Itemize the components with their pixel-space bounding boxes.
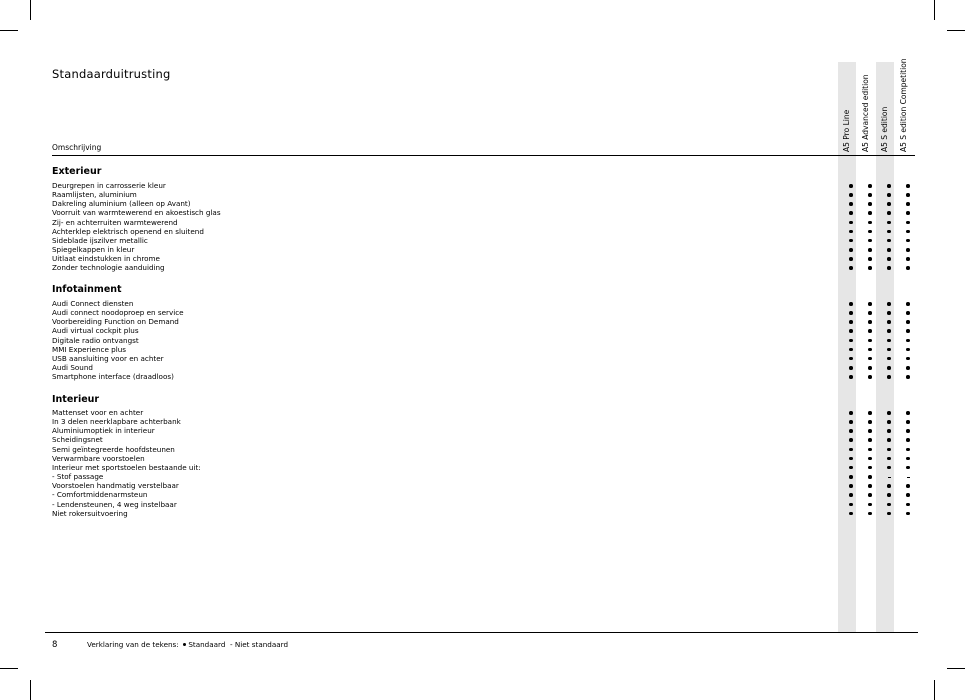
row-label: Audi connect noodoproep en service xyxy=(52,308,184,318)
row-label: - Stof passage xyxy=(52,472,104,482)
standard-dot-icon xyxy=(842,218,860,225)
row-label: Scheidingsnet xyxy=(52,435,103,445)
standard-dot-icon xyxy=(899,445,917,452)
standard-dot-icon xyxy=(861,254,879,261)
standard-dot-icon xyxy=(861,463,879,470)
standard-dot-icon xyxy=(861,435,879,442)
standard-dot-icon xyxy=(880,181,898,188)
standard-dot-icon xyxy=(842,208,860,215)
standard-dot-icon xyxy=(861,181,879,188)
standard-dot-icon xyxy=(861,326,879,333)
row-label: Interieur met sportstoelen bestaande uit: xyxy=(52,462,201,472)
crop-mark xyxy=(947,668,965,669)
standard-dot-icon xyxy=(899,236,917,243)
standard-dot-icon xyxy=(880,363,898,370)
standard-dot-icon xyxy=(842,445,860,452)
standard-dot-icon xyxy=(842,299,860,306)
standard-dot-icon xyxy=(861,208,879,215)
standard-dot-icon xyxy=(899,190,917,197)
row-label: Deurgrepen in carrosserie kleur xyxy=(52,181,166,190)
column-header-s-edition-competition xyxy=(895,58,913,152)
standard-dot-icon xyxy=(880,490,898,497)
crop-mark xyxy=(947,30,965,31)
standard-dot-icon xyxy=(842,263,860,270)
row-label: Achterklep elektrisch openend en sluitend xyxy=(52,226,204,236)
standard-dot-icon xyxy=(842,227,860,234)
section-title: Exterieur xyxy=(52,166,102,177)
not-standard-dash-icon xyxy=(880,472,898,478)
standard-dot-icon xyxy=(899,218,917,225)
standard-dot-icon xyxy=(880,326,898,333)
standard-dot-icon xyxy=(861,345,879,352)
footer-divider xyxy=(45,632,918,633)
row-label: - Comfortmiddenarmsteun xyxy=(52,490,148,500)
standard-dot-icon xyxy=(842,481,860,488)
row-label: Audi Connect diensten xyxy=(52,299,134,308)
table-row xyxy=(52,500,912,509)
standard-dot-icon xyxy=(899,490,917,497)
table-row xyxy=(52,445,912,454)
standard-dot-icon xyxy=(880,245,898,252)
standard-dot-icon xyxy=(842,345,860,352)
row-label: Verwarmbare voorstoelen xyxy=(52,453,145,463)
page-title: Standaarduitrusting xyxy=(52,67,171,81)
row-label: Smartphone interface (draadloos) xyxy=(52,372,174,382)
standard-dot-icon xyxy=(880,236,898,243)
table-row xyxy=(52,190,912,199)
standard-dot-icon xyxy=(861,236,879,243)
standard-dot-icon xyxy=(861,190,879,197)
standard-dot-icon xyxy=(861,299,879,306)
table-row xyxy=(52,454,912,463)
row-label: - Lendensteunen, 4 weg instelbaar xyxy=(52,499,177,509)
page-number: 8 xyxy=(52,640,58,650)
standard-dot-icon xyxy=(880,500,898,507)
standard-dot-icon xyxy=(880,218,898,225)
standard-dot-icon xyxy=(880,481,898,488)
row-label: Zij- en achterruiten warmtewerend xyxy=(52,217,178,227)
column-header-advanced-edition xyxy=(857,62,875,152)
table-row xyxy=(52,326,912,335)
standard-dot-icon xyxy=(880,426,898,433)
standard-dot-icon xyxy=(899,435,917,442)
row-label: Voorbereiding Function on Demand xyxy=(52,317,179,327)
standard-dot-icon xyxy=(861,509,879,516)
standard-dot-icon xyxy=(861,372,879,379)
standard-dot-icon xyxy=(861,500,879,507)
standard-dot-icon xyxy=(842,426,860,433)
standard-dot-icon xyxy=(861,317,879,324)
table-row xyxy=(52,490,912,499)
standard-dot-icon xyxy=(899,417,917,424)
legend-label: Verklaring van de tekens: xyxy=(87,640,179,649)
standard-dot-icon xyxy=(842,317,860,324)
standard-dot-icon xyxy=(880,254,898,261)
legend xyxy=(87,640,288,649)
row-label: Uitlaat eindstukken in chrome xyxy=(52,254,160,264)
section-title: Infotainment xyxy=(52,284,122,295)
standard-dot-icon xyxy=(899,363,917,370)
standard-dot-icon xyxy=(880,317,898,324)
standard-dot-icon xyxy=(842,236,860,243)
standard-dot-icon xyxy=(880,463,898,470)
standard-dot-icon xyxy=(842,363,860,370)
standard-dot-icon xyxy=(842,417,860,424)
standard-dot-icon xyxy=(842,490,860,497)
row-label: Digitale radio ontvangst xyxy=(52,335,139,345)
standard-dot-icon xyxy=(842,254,860,261)
standard-dot-icon xyxy=(861,408,879,415)
standard-dot-icon xyxy=(842,454,860,461)
row-label: Spiegelkappen in kleur xyxy=(52,245,135,255)
standard-dot-icon xyxy=(880,435,898,442)
table-row xyxy=(52,472,912,481)
table-row xyxy=(52,254,912,263)
header-divider xyxy=(52,155,915,156)
standard-dot-icon xyxy=(880,208,898,215)
table-row xyxy=(52,417,912,426)
row-label: Semi geïntegreerde hoofdsteunen xyxy=(52,444,175,454)
standard-dot-icon xyxy=(842,245,860,252)
standard-dot-icon xyxy=(842,408,860,415)
table-row xyxy=(52,509,912,518)
standard-dot-icon xyxy=(899,245,917,252)
crop-mark xyxy=(934,0,935,20)
standard-dot-icon xyxy=(842,372,860,379)
crop-mark xyxy=(30,680,31,700)
column-header-label: A5 S edition Competition xyxy=(899,58,908,152)
standard-dot-icon xyxy=(861,490,879,497)
table-row xyxy=(52,181,912,190)
standard-dot-icon xyxy=(880,299,898,306)
standard-dot-icon xyxy=(861,308,879,315)
standard-dot-icon xyxy=(861,472,879,479)
standard-dot-icon xyxy=(842,190,860,197)
standard-dot-icon xyxy=(899,408,917,415)
column-header-s-edition xyxy=(876,62,894,152)
standard-dot-icon xyxy=(842,472,860,479)
row-label: Audi Sound xyxy=(52,363,93,373)
standard-dot-icon xyxy=(842,435,860,442)
standard-dot-icon xyxy=(861,454,879,461)
table-row xyxy=(52,345,912,354)
standard-dot-icon xyxy=(899,317,917,324)
table-row xyxy=(52,208,912,217)
standard-dot-icon xyxy=(899,227,917,234)
standard-dot-icon xyxy=(880,454,898,461)
standard-dot-icon xyxy=(899,326,917,333)
row-label: Zonder technologie aanduiding xyxy=(52,263,165,273)
description-column-header: Omschrijving xyxy=(52,143,102,152)
table-row xyxy=(52,227,912,236)
standard-dot-icon xyxy=(842,463,860,470)
row-label: Sideblade ijszilver metallic xyxy=(52,235,148,245)
standard-dot-icon xyxy=(899,426,917,433)
standard-dot-icon xyxy=(842,354,860,361)
standard-dot-icon xyxy=(842,500,860,507)
table-row xyxy=(52,308,912,317)
table-row xyxy=(52,481,912,490)
standard-dot-icon xyxy=(861,445,879,452)
standard-dot-icon xyxy=(880,336,898,343)
standard-dot-icon xyxy=(899,208,917,215)
standard-dot-icon xyxy=(880,345,898,352)
table-row xyxy=(52,408,912,417)
column-header-label: A5 Advanced edition xyxy=(861,74,870,152)
row-label: USB aansluiting voor en achter xyxy=(52,353,164,363)
standard-dot-icon xyxy=(842,509,860,516)
standard-dot-icon xyxy=(899,509,917,516)
standard-dot-icon xyxy=(899,336,917,343)
column-header-label: A5 S edition xyxy=(880,106,889,152)
standard-dot-icon xyxy=(880,408,898,415)
table-row xyxy=(52,263,912,272)
row-label: Voorruit van warmtewerend en akoestisch glas xyxy=(52,208,221,218)
standard-dot-icon xyxy=(861,263,879,270)
standard-dot-icon xyxy=(899,181,917,188)
standard-dot-icon xyxy=(861,417,879,424)
standard-dot-icon xyxy=(880,190,898,197)
standard-dot-icon xyxy=(861,336,879,343)
table-row xyxy=(52,336,912,345)
table-row xyxy=(52,426,912,435)
row-label: Audi virtual cockpit plus xyxy=(52,326,139,336)
legend-standard: Standaard xyxy=(188,640,226,649)
column-header-pro-line xyxy=(838,62,856,152)
standard-dot-icon xyxy=(899,354,917,361)
standard-dot-icon xyxy=(861,363,879,370)
row-label: Niet rokersuitvoering xyxy=(52,508,128,518)
standard-dot-icon xyxy=(899,308,917,315)
standard-dot-icon xyxy=(861,227,879,234)
table-row xyxy=(52,236,912,245)
table-row xyxy=(52,354,912,363)
legend-not-standard: - Niet standaard xyxy=(230,640,289,649)
standard-dot-icon xyxy=(880,227,898,234)
row-label: Raamlijsten, aluminium xyxy=(52,190,137,200)
row-label: MMI Experience plus xyxy=(52,344,127,354)
standard-dot-icon xyxy=(880,199,898,206)
table-row xyxy=(52,435,912,444)
crop-mark xyxy=(0,668,18,669)
standard-dot-icon xyxy=(899,299,917,306)
table-row xyxy=(52,218,912,227)
standard-dot-icon xyxy=(880,372,898,379)
table-row xyxy=(52,245,912,254)
standard-dot-icon xyxy=(899,463,917,470)
standard-dot-icon xyxy=(880,445,898,452)
standard-dot-icon xyxy=(880,509,898,516)
standard-dot-icon xyxy=(842,326,860,333)
standard-dot-icon xyxy=(899,345,917,352)
standard-dot-icon xyxy=(861,354,879,361)
standard-dot-icon xyxy=(899,263,917,270)
standard-dot-icon xyxy=(861,426,879,433)
crop-mark xyxy=(30,0,31,20)
table-row xyxy=(52,199,912,208)
row-label: In 3 delen neerklapbare achterbank xyxy=(52,417,181,427)
standard-dot-icon xyxy=(861,218,879,225)
crop-mark xyxy=(934,680,935,700)
crop-mark xyxy=(0,30,18,31)
table-row xyxy=(52,317,912,326)
standard-dot-icon xyxy=(183,643,187,647)
standard-dot-icon xyxy=(842,181,860,188)
table-row xyxy=(52,372,912,381)
standard-dot-icon xyxy=(842,199,860,206)
standard-dot-icon xyxy=(899,500,917,507)
row-label: Dakreling aluminium (alleen op Avant) xyxy=(52,199,191,209)
section-title: Interieur xyxy=(52,394,100,405)
standard-dot-icon xyxy=(899,254,917,261)
table-row xyxy=(52,363,912,372)
standard-dot-icon xyxy=(880,417,898,424)
standard-dot-icon xyxy=(899,481,917,488)
standard-dot-icon xyxy=(861,245,879,252)
row-label: Voorstoelen handmatig verstelbaar xyxy=(52,481,179,491)
standard-dot-icon xyxy=(842,336,860,343)
standard-dot-icon xyxy=(899,372,917,379)
not-standard-dash-icon xyxy=(899,472,917,478)
column-header-label: A5 Pro Line xyxy=(842,109,851,152)
table-row xyxy=(52,299,912,308)
row-label: Mattenset voor en achter xyxy=(52,408,144,417)
standard-dot-icon xyxy=(842,308,860,315)
standard-dot-icon xyxy=(899,199,917,206)
standard-dot-icon xyxy=(880,308,898,315)
row-label: Aluminiumoptiek in interieur xyxy=(52,426,155,436)
standard-dot-icon xyxy=(861,199,879,206)
table-row xyxy=(52,463,912,472)
standard-dot-icon xyxy=(861,481,879,488)
standard-dot-icon xyxy=(880,354,898,361)
standard-dot-icon xyxy=(880,263,898,270)
standard-dot-icon xyxy=(899,454,917,461)
